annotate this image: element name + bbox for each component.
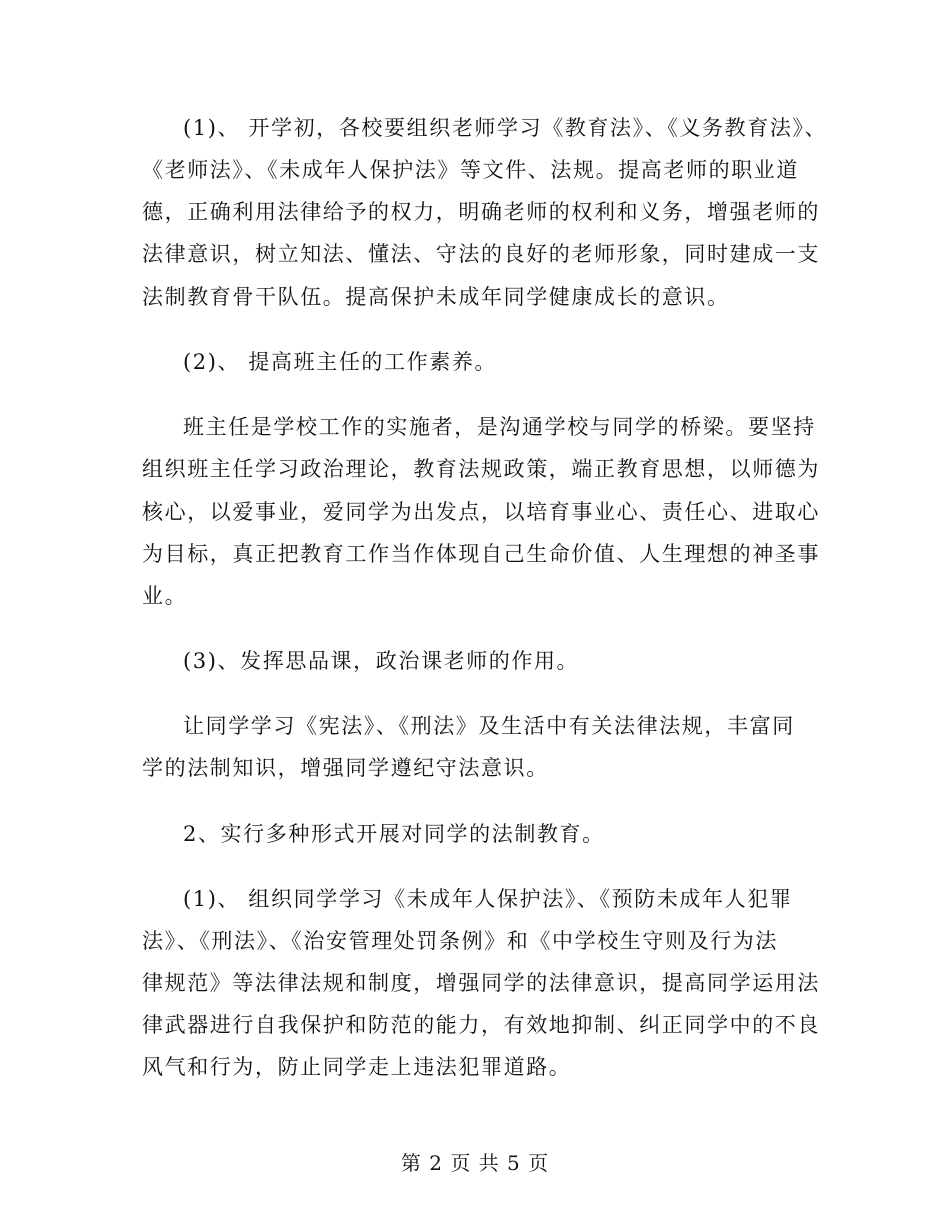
paragraph-5-line-1: 让同学学习《宪法》、《刑法》及生活中有关法律法规，丰富同 [183,714,795,738]
paragraph-3-line-2: 组织班主任学习政治理论，教育法规政策，端正教育思想，以师德为 [142,457,820,481]
paragraph-6-line-5: 风气和行为，防止同学走上违法犯罪道路。 [142,1055,572,1079]
page-number-footer: 第 2 页 共 5 页 [400,1151,550,1175]
paragraph-3-line-3: 核心，以爱事业，爱同学为出发点，以培育事业心、责任心、进取心 [142,500,820,524]
paragraph-2-heading: (2)、 提高班主任的工作素养。 [183,350,498,374]
paragraph-6-line-2: 法》、《刑法》、《治安管理处罚条例》和《中学校生守则及行为法 [142,929,778,953]
section-2-heading: 2、实行多种形式开展对同学的法制教育。 [183,822,605,846]
paragraph-6-line-4: 律武器进行自我保护和防范的能力，有效地抑制、纠正同学中的不良 [142,1013,820,1037]
paragraph-1-line-1: (1)、 开学初，各校要组织老师学习《教育法》、《义务教育法》、 [183,116,828,140]
paragraph-5-line-2: 学的法制知识，增强同学遵纪守法意识。 [142,756,549,780]
paragraph-1-line-5: 法制教育骨干队伍。提高保护未成年同学健康成长的意识。 [142,285,730,309]
paragraph-1-line-3: 德，正确利用法律给予的权力，明确老师的权利和义务，增强老师的 [142,200,820,224]
paragraph-6-line-1: (1)、 组织同学学习《未成年人保护法》、《预防未成年人犯罪 [183,887,793,911]
paragraph-4-heading: (3)、发挥思品课，政治课老师的作用。 [183,649,580,673]
paragraph-3-line-4: 为目标，真正把教育工作当作体现自己生命价值、人生理想的神圣事 [142,542,820,566]
paragraph-1-line-4: 法律意识，树立知法、懂法、守法的良好的老师形象，同时建成一支 [142,242,820,266]
paragraph-3-line-5: 业。 [142,584,188,608]
paragraph-1-line-2: 《老师法》、《未成年人保护法》等文件、法规。提高老师的职业道 [142,158,799,182]
paragraph-6-line-3: 律规范》等法律法规和制度，增强同学的法律意识，提高同学运用法 [142,971,820,995]
paragraph-3-line-1: 班主任是学校工作的实施者，是沟通学校与同学的桥梁。要坚持 [183,415,816,439]
